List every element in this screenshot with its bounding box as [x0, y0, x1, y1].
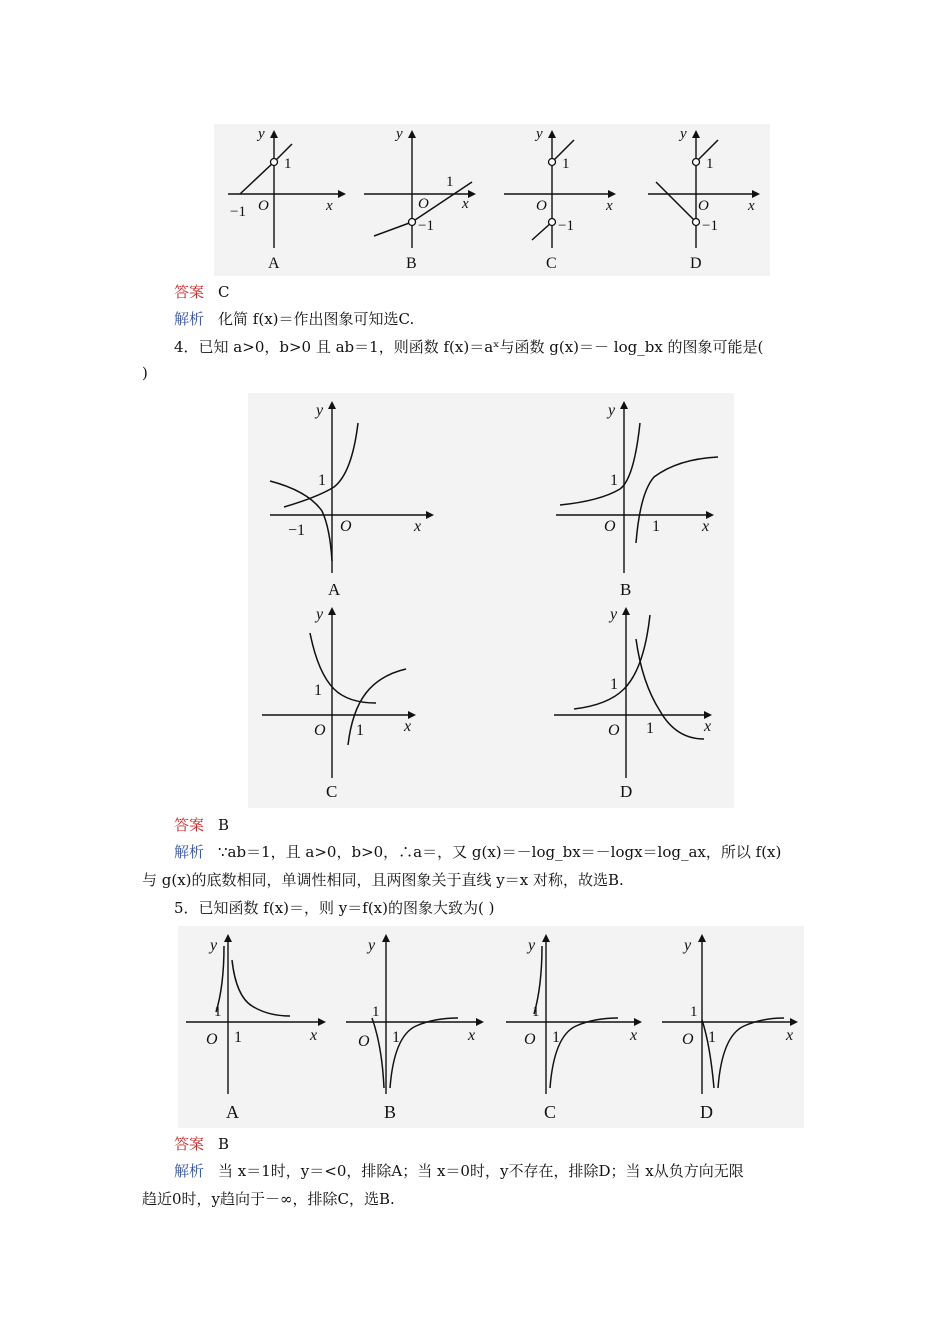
q3-option-figures	[214, 124, 770, 276]
q3-c-tick-one: 1	[562, 156, 570, 172]
q3-answer-value: C	[218, 283, 230, 301]
q5-option-b-label: B	[384, 1102, 397, 1122]
q5-answer-value: B	[218, 1135, 230, 1153]
q5-d-x-label: x	[786, 1027, 794, 1044]
q3-graph-c	[504, 126, 616, 272]
q4-c-x-label: x	[404, 718, 412, 735]
q5-analysis-text-1: 当 x＝1时，y＝<0，排除A；当 x＝0时，y不存在，排除D；当 x从负方向无限	[218, 1162, 744, 1180]
q4-b-y-label: y	[608, 402, 616, 419]
q5-option-d-label: D	[700, 1102, 713, 1122]
q4-a-y-label: y	[316, 402, 324, 419]
q3-analysis-text: 化简 f(x)＝作出图象可知选C.	[218, 310, 415, 328]
q4-analysis-line-1	[174, 841, 781, 863]
q5-b-x-label: x	[468, 1027, 476, 1044]
q5-answer-line	[174, 1133, 229, 1155]
q4-d-origin: O	[608, 722, 620, 739]
q4-a-origin: O	[340, 518, 352, 535]
q4-b-origin: O	[604, 518, 616, 535]
q4-analysis-line-2: 与 g(x)的底数相同，单调性相同，且两图象关于直线 y＝x 对称，故选B.	[142, 871, 624, 889]
q3-d-tick-neg-one: −1	[702, 218, 718, 234]
q3-c-x-label: x	[606, 198, 613, 214]
q4-d-tick-x-one: 1	[646, 720, 654, 737]
q5-d-y-label: y	[684, 937, 692, 954]
q5-option-c-label: C	[544, 1102, 557, 1122]
q3-analysis-line	[174, 308, 414, 330]
q3-a-origin: O	[258, 198, 269, 214]
q3-graph-d	[648, 126, 760, 272]
q4-b-tick-x-one: 1	[652, 518, 660, 535]
q4-graph-a	[270, 401, 434, 599]
q3-a-tick-one: 1	[284, 156, 292, 172]
q4-graph-b	[556, 401, 718, 599]
q3-b-tick-neg-one: −1	[418, 218, 434, 234]
q5-a-tick-x-one: 1	[234, 1029, 242, 1046]
q5-answer-label: 答案	[174, 1135, 205, 1153]
q4-option-c-label: C	[326, 782, 338, 801]
q3-a-x-label: x	[326, 198, 333, 214]
q5-d-origin: O	[682, 1031, 694, 1048]
q4-answer-line	[174, 814, 229, 836]
q4-c-tick-x-one: 1	[356, 722, 364, 739]
q4-graph-d	[554, 606, 712, 801]
q5-c-tick-x-one: 1	[552, 1029, 560, 1046]
q5-c-tick-one: 1	[532, 1004, 540, 1020]
q4-option-b-label: B	[620, 580, 632, 599]
q4-c-origin: O	[314, 722, 326, 739]
q5-c-x-label: x	[630, 1027, 638, 1044]
q4-b-x-label: x	[702, 518, 710, 535]
q5-d-tick-one: 1	[690, 1004, 698, 1020]
q4-a-x-label: x	[414, 518, 422, 535]
q5-b-tick-one: 1	[372, 1004, 380, 1020]
q4-analysis-text-1: ∵ab＝1，且 a>0，b>0，∴a＝，又 g(x)＝－log_bx＝－logx＝log_ax，所以 f(x)	[218, 843, 782, 861]
q5-option-figures	[178, 926, 804, 1128]
q4-answer-label: 答案	[174, 816, 205, 834]
q5-a-y-label: y	[210, 937, 218, 954]
q5-graph-c	[506, 934, 642, 1122]
q5-graph-a	[186, 934, 326, 1122]
q5-b-origin: O	[358, 1033, 370, 1050]
q4-analysis-label: 解析	[174, 843, 205, 861]
q5-stem: 5．已知函数 f(x)＝，则 y＝f(x)的图象大致为( )	[174, 899, 495, 917]
q5-option-a-label: A	[226, 1102, 239, 1122]
q4-c-y-label: y	[316, 606, 324, 623]
q5-c-y-label: y	[528, 937, 536, 954]
q3-b-origin: O	[418, 196, 429, 212]
q3-b-y-label: y	[396, 126, 403, 142]
q3-a-y-label: y	[258, 126, 265, 142]
q3-option-a-label: A	[268, 255, 280, 272]
q3-option-b-label: B	[406, 255, 417, 272]
q4-d-tick-one: 1	[610, 676, 618, 693]
q3-graph-a	[228, 126, 346, 272]
q3-c-tick-neg-one: −1	[558, 218, 574, 234]
q3-d-x-label: x	[748, 198, 755, 214]
q5-a-origin: O	[206, 1031, 218, 1048]
q3-d-origin: O	[698, 198, 709, 214]
q5-graph-d	[662, 934, 798, 1122]
q4-stem: 4．已知 a>0，b>0 且 ab＝1，则函数 f(x)＝aˣ与函数 g(x)＝－ log_bx 的图象可能是(	[174, 338, 764, 356]
q3-b-tick-one: 1	[446, 174, 454, 190]
q5-c-origin: O	[524, 1031, 536, 1048]
q4-option-a-label: A	[328, 580, 341, 599]
q5-analysis-line-2: 趋近0时，y趋向于－∞，排除C，选B.	[142, 1190, 395, 1208]
q4-answer-value: B	[218, 816, 230, 834]
q3-d-tick-one: 1	[706, 156, 714, 172]
q5-a-tick-one: 1	[214, 1004, 222, 1020]
q5-b-tick-x-one: 1	[392, 1029, 400, 1046]
q4-d-x-label: x	[704, 718, 712, 735]
q3-b-x-label: x	[462, 196, 469, 212]
q4-a-tick-neg-one: −1	[288, 522, 306, 539]
q5-analysis-line-1	[174, 1160, 744, 1182]
q3-answer-label: 答案	[174, 283, 205, 301]
q3-d-y-label: y	[680, 126, 687, 142]
q4-d-y-label: y	[610, 606, 618, 623]
q4-b-tick-one: 1	[610, 472, 618, 489]
q3-a-tick-neg-one: −1	[230, 204, 246, 220]
q3-c-y-label: y	[536, 126, 543, 142]
q5-analysis-label: 解析	[174, 1162, 205, 1180]
q4-c-tick-one: 1	[314, 682, 322, 699]
q5-a-x-label: x	[310, 1027, 318, 1044]
q3-c-origin: O	[536, 198, 547, 214]
q3-analysis-label: 解析	[174, 310, 205, 328]
q4-option-figures	[248, 393, 734, 808]
q4-stem-end: )	[142, 364, 148, 382]
q5-b-y-label: y	[368, 937, 376, 954]
q3-answer-line	[174, 281, 230, 303]
q4-graph-c	[262, 606, 416, 801]
q4-a-tick-one: 1	[318, 472, 326, 489]
q5-d-tick-x-one: 1	[708, 1029, 716, 1046]
q3-option-c-label: C	[546, 255, 557, 272]
q3-graph-b	[364, 126, 476, 272]
q5-graph-b	[346, 934, 484, 1122]
q3-option-d-label: D	[690, 255, 702, 272]
q4-option-d-label: D	[620, 782, 633, 801]
